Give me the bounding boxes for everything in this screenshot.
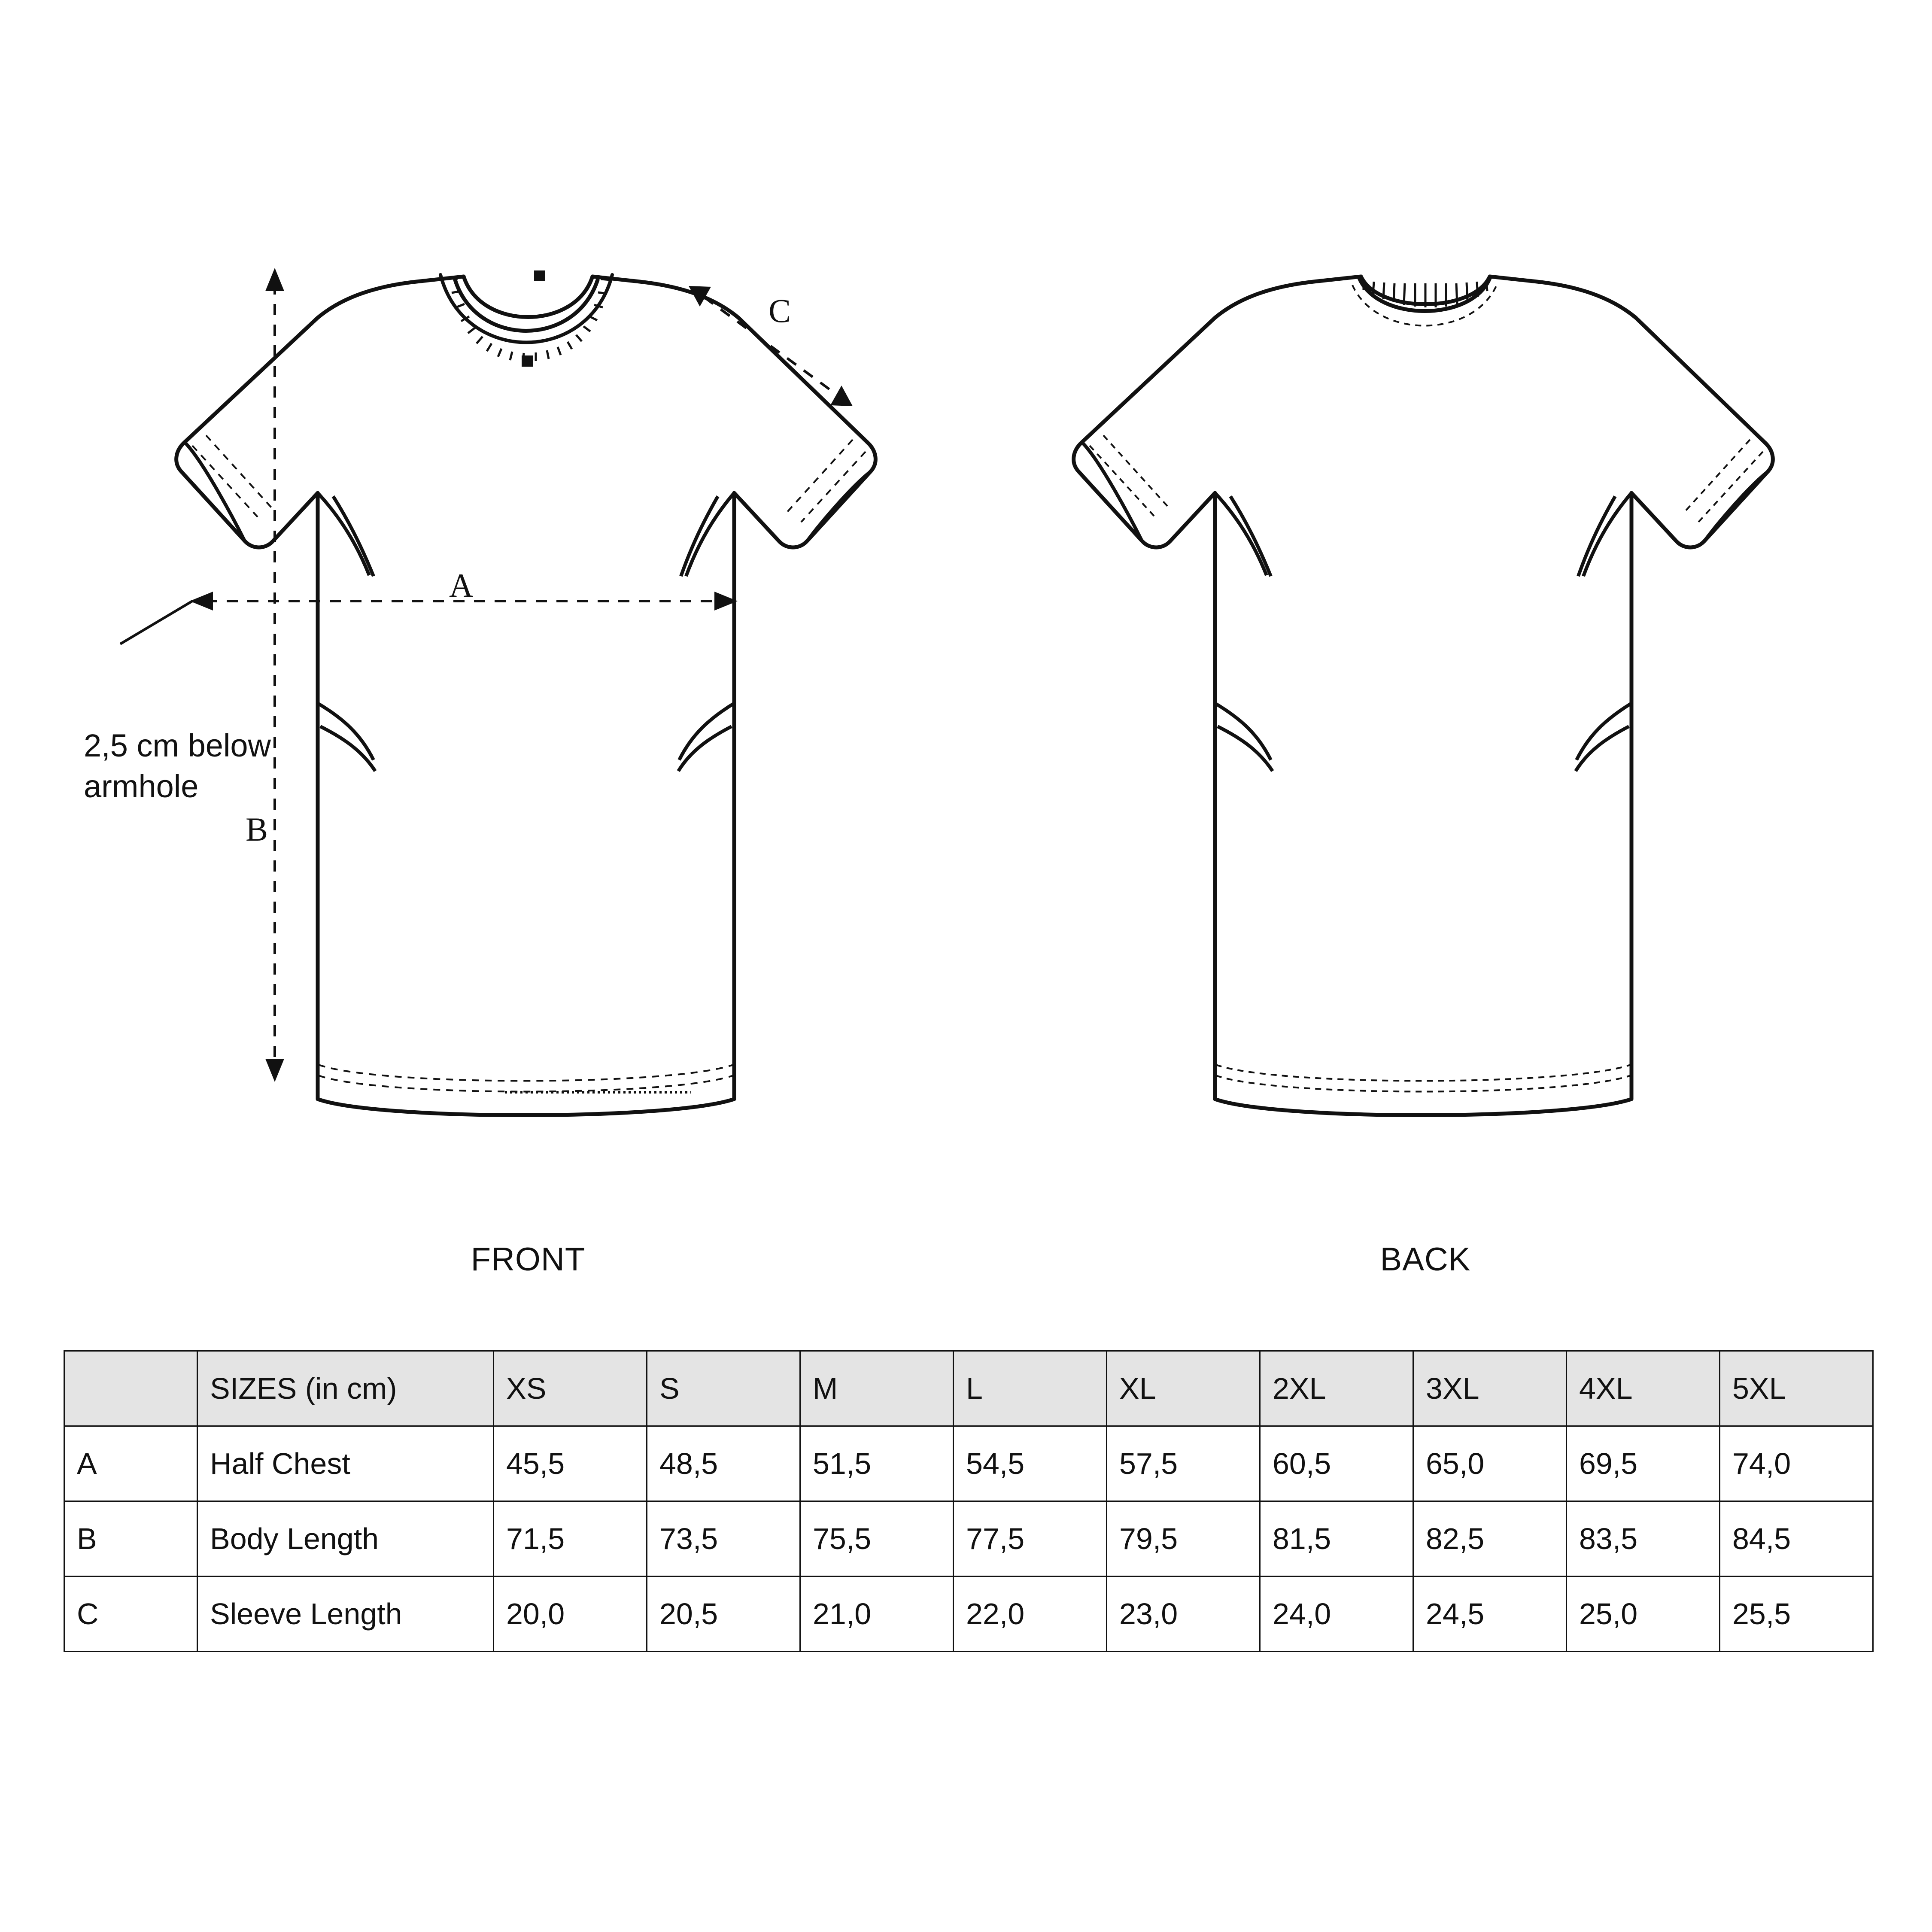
table-row xyxy=(64,1501,1873,1577)
row-name-body-length: Body Length xyxy=(197,1501,494,1577)
size-table xyxy=(64,1350,1874,1652)
table-row xyxy=(64,1577,1873,1652)
table-row xyxy=(64,1426,1873,1501)
header-cell-3xl: 3XL xyxy=(1413,1351,1567,1426)
cell-a-xl: 57,5 xyxy=(1107,1426,1260,1501)
header-cell-blank xyxy=(64,1351,197,1426)
row-name-half-chest: Half Chest xyxy=(197,1426,494,1501)
cell-b-s: 73,5 xyxy=(647,1501,800,1577)
row-key-b: B xyxy=(64,1501,197,1577)
row-name-sleeve-length: Sleeve Length xyxy=(197,1577,494,1652)
header-cell-2xl: 2XL xyxy=(1260,1351,1413,1426)
armhole-note: 2,5 cm below armhole xyxy=(84,728,271,804)
measure-label-c: C xyxy=(769,292,791,329)
size-table-container xyxy=(64,1350,1871,1652)
cell-c-m: 21,0 xyxy=(800,1577,954,1652)
header-cell-xl: XL xyxy=(1107,1351,1260,1426)
cell-a-xs: 45,5 xyxy=(494,1426,647,1501)
cell-c-4xl: 25,0 xyxy=(1567,1577,1720,1652)
cell-b-xl: 79,5 xyxy=(1107,1501,1260,1577)
cell-a-l: 54,5 xyxy=(954,1426,1107,1501)
row-key-a: A xyxy=(64,1426,197,1501)
cell-c-l: 22,0 xyxy=(954,1577,1107,1652)
header-cell-s: S xyxy=(647,1351,800,1426)
cell-b-xs: 71,5 xyxy=(494,1501,647,1577)
row-key-c: C xyxy=(64,1577,197,1652)
back-view-label: BACK xyxy=(1380,1241,1471,1278)
cell-c-5xl: 25,5 xyxy=(1720,1577,1873,1652)
cell-a-2xl: 60,5 xyxy=(1260,1426,1413,1501)
cell-c-2xl: 24,0 xyxy=(1260,1577,1413,1652)
cell-b-m: 75,5 xyxy=(800,1501,954,1577)
cell-b-5xl: 84,5 xyxy=(1720,1501,1873,1577)
cell-a-3xl: 65,0 xyxy=(1413,1426,1567,1501)
front-view-label: FRONT xyxy=(471,1241,586,1278)
cell-b-3xl: 82,5 xyxy=(1413,1501,1567,1577)
header-cell-sizes: SIZES (in cm) xyxy=(197,1351,494,1426)
cell-b-l: 77,5 xyxy=(954,1501,1107,1577)
cell-b-4xl: 83,5 xyxy=(1567,1501,1720,1577)
table-header-row xyxy=(64,1351,1873,1426)
measure-label-a: A xyxy=(449,567,474,604)
header-cell-m: M xyxy=(800,1351,954,1426)
cell-c-s: 20,5 xyxy=(647,1577,800,1652)
cell-c-xl: 23,0 xyxy=(1107,1577,1260,1652)
cell-c-xs: 20,0 xyxy=(494,1577,647,1652)
cell-c-3xl: 24,5 xyxy=(1413,1577,1567,1652)
cell-a-4xl: 69,5 xyxy=(1567,1426,1720,1501)
tshirt-back-illustration xyxy=(975,258,1876,1245)
cell-a-5xl: 74,0 xyxy=(1720,1426,1873,1501)
cell-a-s: 48,5 xyxy=(647,1426,800,1501)
cell-b-2xl: 81,5 xyxy=(1260,1501,1413,1577)
header-cell-l: L xyxy=(954,1351,1107,1426)
header-cell-4xl: 4XL xyxy=(1567,1351,1720,1426)
measure-label-b: B xyxy=(246,811,268,848)
cell-a-m: 51,5 xyxy=(800,1426,954,1501)
header-cell-xs: XS xyxy=(494,1351,647,1426)
header-cell-5xl: 5XL xyxy=(1720,1351,1873,1426)
